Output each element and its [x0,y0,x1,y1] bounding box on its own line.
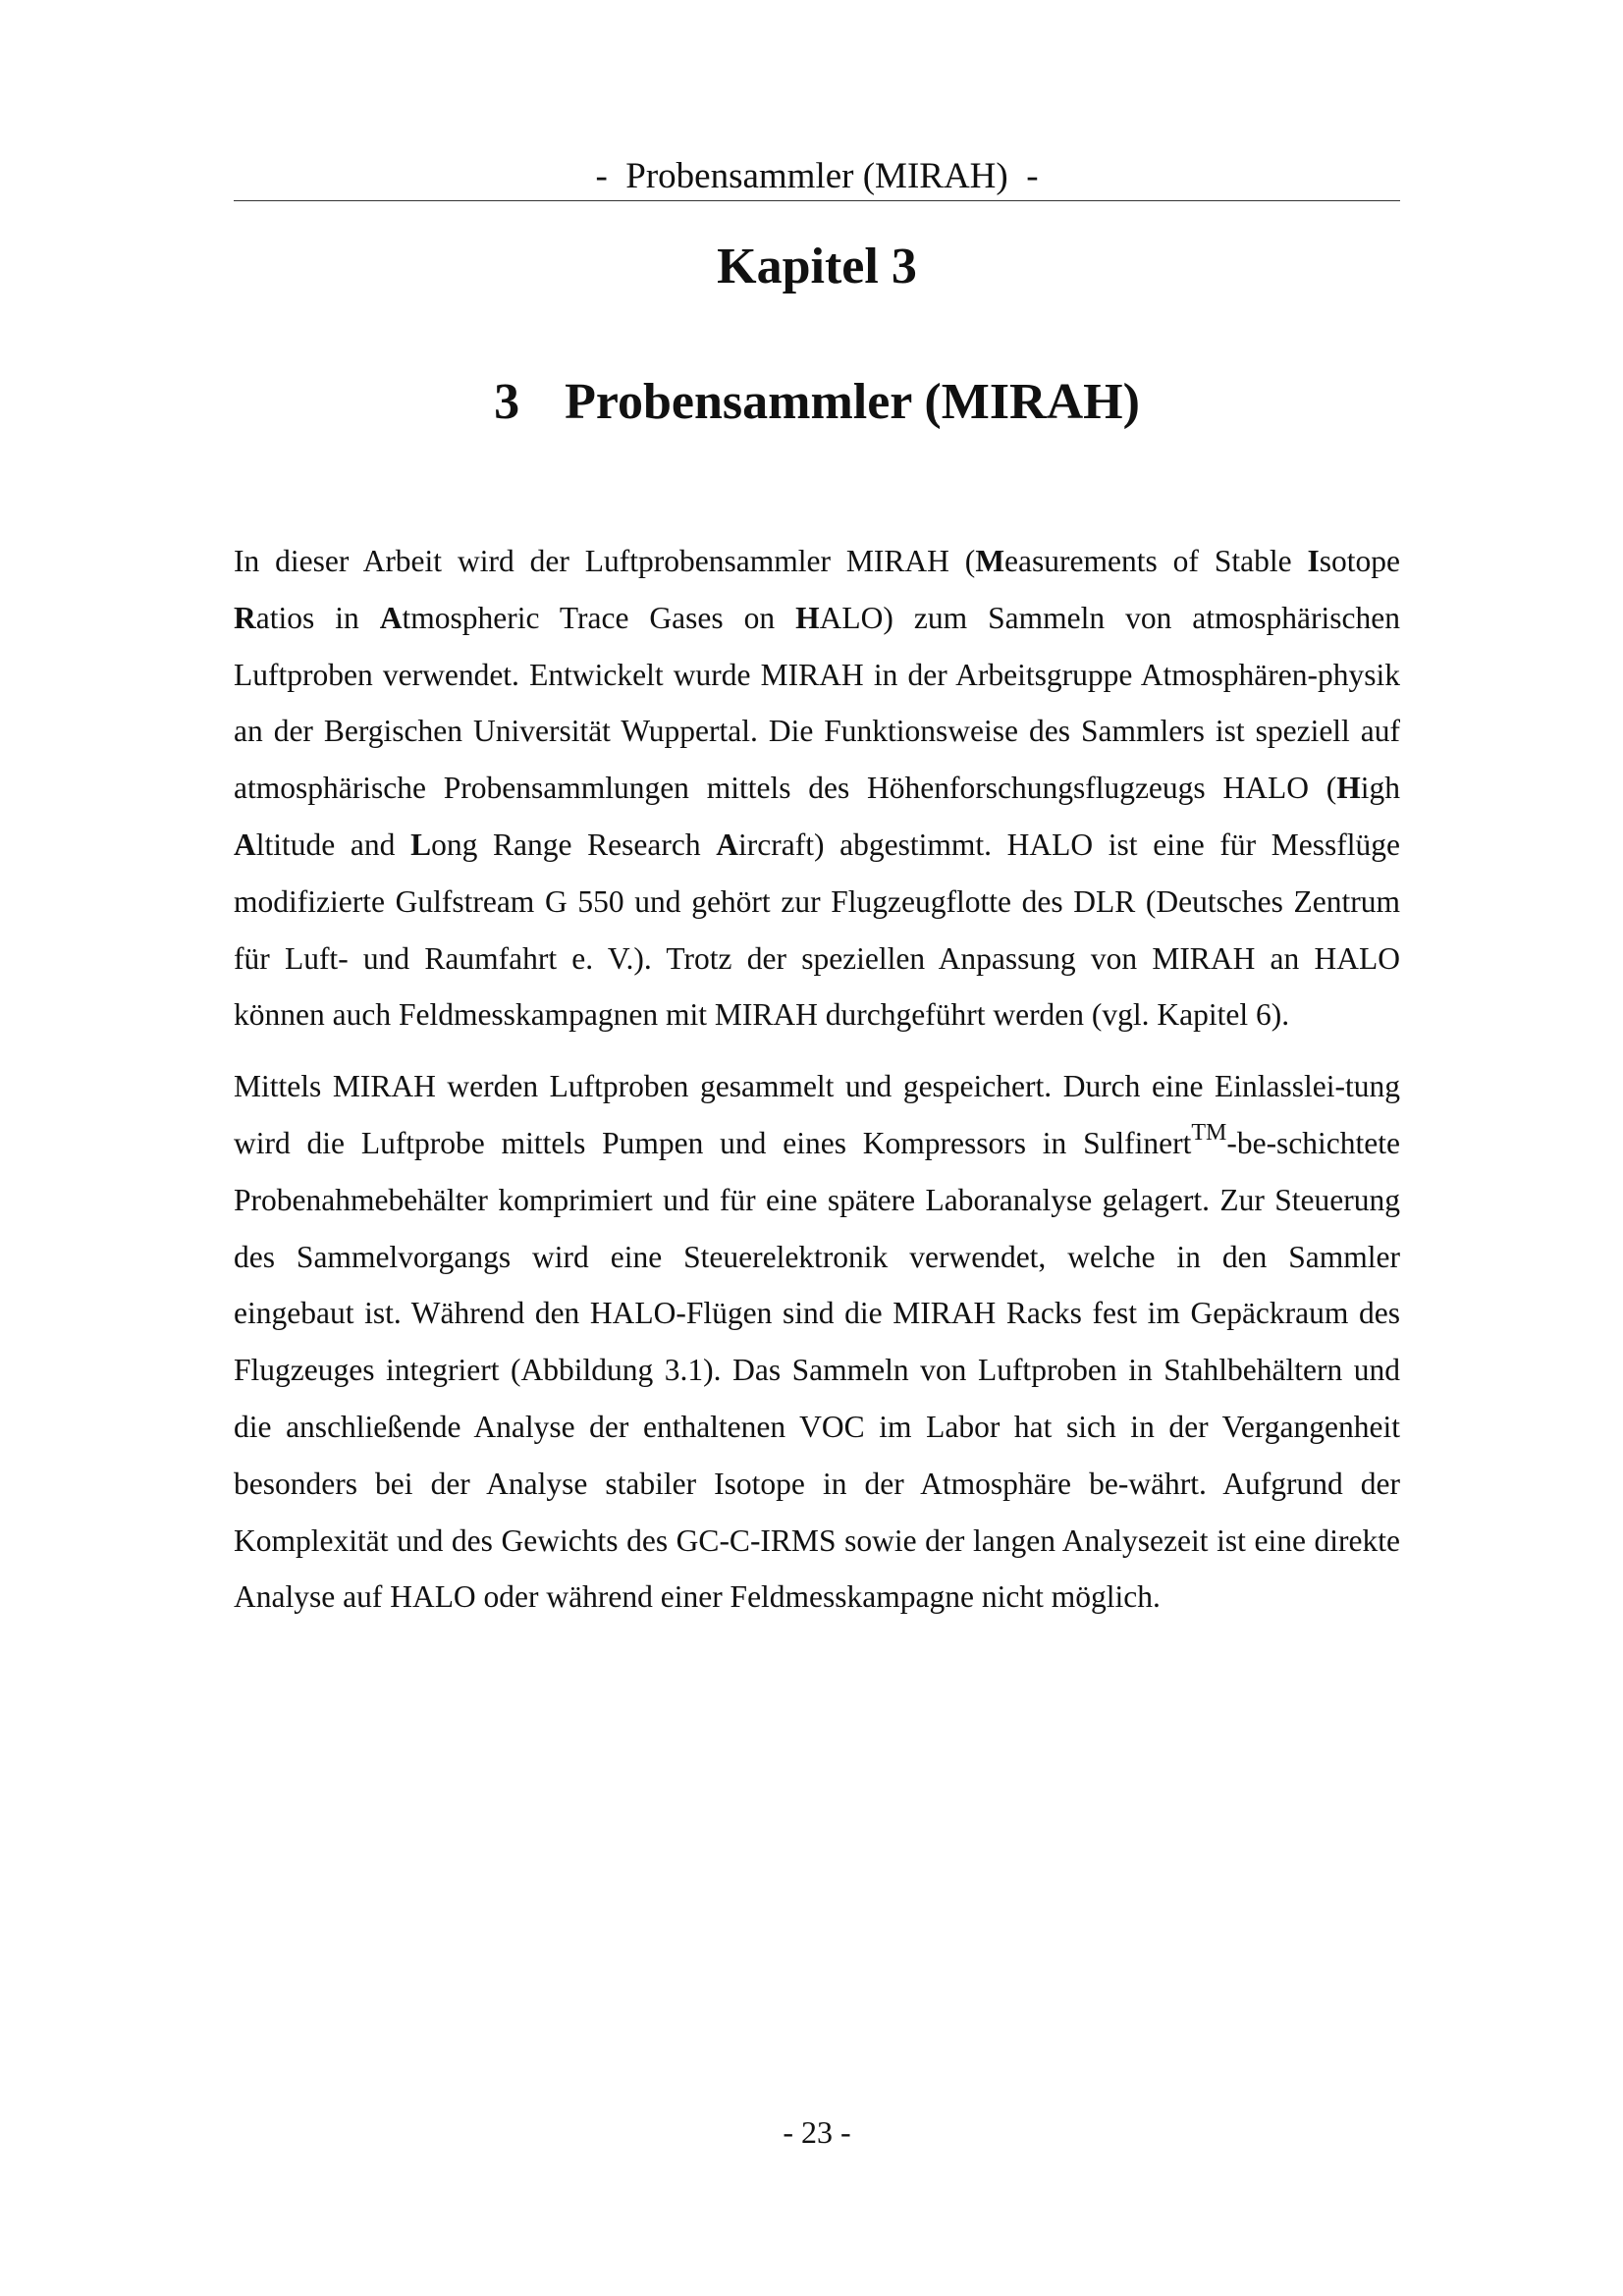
acronym-letter: A [716,827,739,862]
text-run: tmospheric Trace Gases on [402,600,796,635]
acronym-letter: I [1307,544,1320,578]
text-run: Mittels MIRAH werden Luftproben gesammelt und gespeichert. Durch eine Einlasslei-tung wird die Luftprobe mittels Pumpen und eines Kompressors in Sulfinert [234,1069,1400,1160]
section-heading [234,371,1400,434]
trademark-superscript: TM [1191,1119,1227,1146]
text-run: easurements of Stable [1004,544,1308,578]
running-header: - Probensammler (MIRAH) - [595,156,1039,196]
paragraph-intro [234,533,1400,1043]
acronym-letter: H [795,600,820,635]
text-run: ltitude and [255,827,411,862]
acronym-letter: R [234,600,256,635]
text-run: ong Range Research [431,827,717,862]
text-run: In dieser Arbeit wird der Luftprobensammler MIRAH ( [234,544,976,578]
acronym-letter: A [379,600,403,635]
chapter-title: Kapitel 3 [717,239,917,294]
text-run: sotope [1319,544,1401,578]
acronym-letter: H [1336,771,1361,806]
text-run: igh [1360,771,1400,806]
acronym-letter: A [234,827,256,862]
text-run: atios in [255,600,380,635]
text-run: -be-schichtete Probenahmebehälter komprimiert und für eine spätere Laboranalyse gelagert. Zur Steuerung des Sammelvorgangs wird eine Steuerelektronik verwendet, welche in den Sammler eingebaut ist. Während den HALO-Flügen sind die MIRAH Racks fest im Gepäckraum des Flugzeuges integriert (Abbildung 3.1). Das Sammeln von Luftproben in Stahlbehältern und die anschließende Analyse der enthaltenen VOC im Labor hat sich in der Vergangenheit besonders bei der Analyse stabiler Isotope in der Atmosphäre be-währt. Aufgrund der Komplexität und des Gewichts des GC-C-IRMS sowie der langen Analysezeit ist eine direkte Analyse auf HALO oder während einer Feldmesskampagne nicht möglich. [234,1125,1400,1615]
body-text [234,533,1400,1626]
section-number: 3 [494,374,520,430]
text-run: ALO) zum Sammeln von atmosphärischen Luftproben verwendet. Entwickelt wurde MIRAH in der Arbeitsgruppe Atmosphären-physik an der Bergischen Universität Wuppertal. Die Funktionsweise des Sammlers ist speziell auf atmosphärische Probensammlungen mittels des Höhenforschungsflugzeugs HALO ( [234,600,1400,806]
paragraph-sampling [234,1058,1400,1626]
acronym-letter: M [975,544,1005,578]
section-title: Probensammler (MIRAH) [565,374,1140,430]
page-number: - 23 - [783,2114,851,2150]
header-rule [234,200,1400,201]
acronym-letter: L [410,827,432,862]
text-run: ircraft) abgestimmt. HALO ist eine für Messflüge modifizierte Gulfstream G 550 und gehört zur Flugzeugflotte des DLR (Deutsches Zentrum für Luft- und Raumfahrt e. V.). Trotz der speziellen Anpassung von MIRAH an HALO können auch Feldmesskampagnen mit MIRAH durchgeführt werden (vgl. Kapitel 6). [234,827,1400,1033]
